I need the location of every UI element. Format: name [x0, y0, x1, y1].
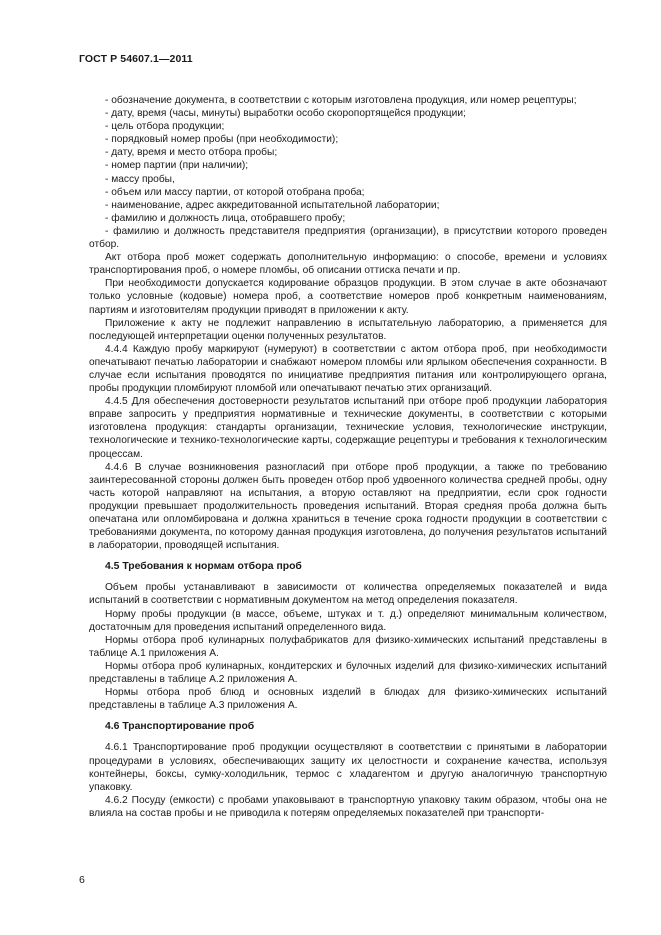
paragraph-4-4-5: 4.4.5 Для обеспечения достоверности результатов испытаний при отборе проб продукции лаборатория вправе запросить у предприятия нормативные и технические документы, в соответствии с которыми изготовлена продукция: стандарты организации, технические условия, технологические инструкции, технологические и технико-технологические карты, содержащие рецептуры и требования к технологическим процессам. [89, 396, 607, 460]
paragraph: Акт отбора проб может содержать дополнительную информацию: о способе, времени и условиях транспортирования проб, о номере пломбы, об описании оттиска печати и пр. [89, 252, 607, 277]
page-number: 6 [79, 874, 85, 886]
document-header: ГОСТ Р 54607.1—2011 [79, 53, 193, 65]
list-item: - номер партии (при наличии); [105, 160, 249, 172]
list-item: - дату, время (часы, минуты) выработки особо скоропортящейся продукции; [105, 108, 466, 120]
list-item: - массу пробы, [105, 173, 175, 185]
paragraph-4-6-2: 4.6.2 Посуду (емкости) с пробами упаковывают в транспортную упаковку таким образом, чтобы она не влияла на состав пробы и не приводила к потерям определяемых показателей при транспорти- [89, 794, 607, 819]
paragraph-4-6-1: 4.6.1 Транспортирование проб продукции осуществляют в соответствии с принятыми в лаборатории процедурами в условиях, обеспечивающих защиту их целостности и сохранение качества, используя контейнеры, боксы, сумку-холодильник, термос с хладагентом и другую аналогичную транспортную упаковку. [89, 742, 607, 793]
list-item: - обозначение документа, в соответствии с которым изготовлена продукция, или номер рецептуры; [105, 95, 577, 106]
list-item: - цель отбора продукции; [105, 121, 225, 133]
paragraph: При необходимости допускается кодирование образцов продукции. В этом случае в акте обозначают только условные (кодовые) номера проб, а соответствие номеров проб конкретным наименованиям, партиям и изготовителям продукции приводят в приложении к акту. [89, 278, 607, 316]
paragraph-4-4-4: 4.4.4 Каждую пробу маркируют (нумеруют) в соответствии с актом отбора проб, при необходимости опечатывают печатью лаборатории и снабжают номером пломбы или ярлыком обеспечения сохранности. В случае если испытания проводятся по инициативе предприятия питания или контролирующего органа, пробы продукции пломбируют пломбой или опечатывают печатью этих организаций. [89, 343, 607, 395]
list-item: - наименование, адрес аккредитованной испытательной лаборатории; [105, 199, 440, 211]
paragraph: Норму пробы продукции (в массе, объеме, штуках и т. д.) определяют минимальным количеством, достаточным для проведения испытаний определенного вида. [89, 608, 607, 633]
section-heading-4-6: 4.6 Транспортирование проб [105, 721, 255, 733]
document-body [89, 94, 607, 820]
paragraph-4-4-6: 4.4.6 В случае возникновения разногласий при отборе проб продукции, а также по требованию заинтересованной стороны должен быть проведен отбор проб удвоенного количества средней пробы, одну часть которой направляют на испытания, а вторую оставляют на предприятии, если срок годности продукции превышает продолжительность проведения испытаний. Вторая средняя проба должна быть опечатана или опломбирована и должна храниться в течение срока годности продукции в соответствии с требованиями документа, по которому данная продукция изготовлена, до получения результатов испытаний в лаборатории, проводящей испытания. [89, 461, 607, 552]
list-item: - фамилию и должность представителя предприятия (организации), в присутствии которого проведен отбор. [89, 225, 607, 251]
paragraph: Нормы отбора проб кулинарных, кондитерских и булочных изделий для физико-химических испытаний представлены в таблице А.2 приложения А. [89, 660, 607, 686]
paragraph: Нормы отбора проб блюд и основных изделий в блюдах для физико-химических испытаний представлены в таблице А.3 приложения А. [89, 687, 607, 712]
paragraph: Нормы отбора проб кулинарных полуфабрикатов для физико-химических испытаний представлены в таблице А.1 приложения А. [89, 634, 607, 659]
paragraph: Приложение к акту не подлежит направлению в испытательную лабораторию, а применяется для последующей интерпретации оценки полученных результатов. [89, 317, 607, 342]
list-item: - объем или массу партии, от которой отобрана проба; [105, 186, 365, 198]
list-item: - фамилию и должность лица, отобравшего пробу; [105, 212, 346, 224]
list-item: - дату, время и место отбора пробы; [105, 147, 278, 159]
list-item: - порядковый номер пробы (при необходимости); [105, 134, 339, 146]
paragraph: Объем пробы устанавливают в зависимости от количества определяемых показателей и вида испытаний в соответствии с нормативным документом на метод определения показателя. [89, 582, 607, 607]
section-heading-4-5: 4.5 Требования к нормам отбора проб [105, 561, 302, 573]
